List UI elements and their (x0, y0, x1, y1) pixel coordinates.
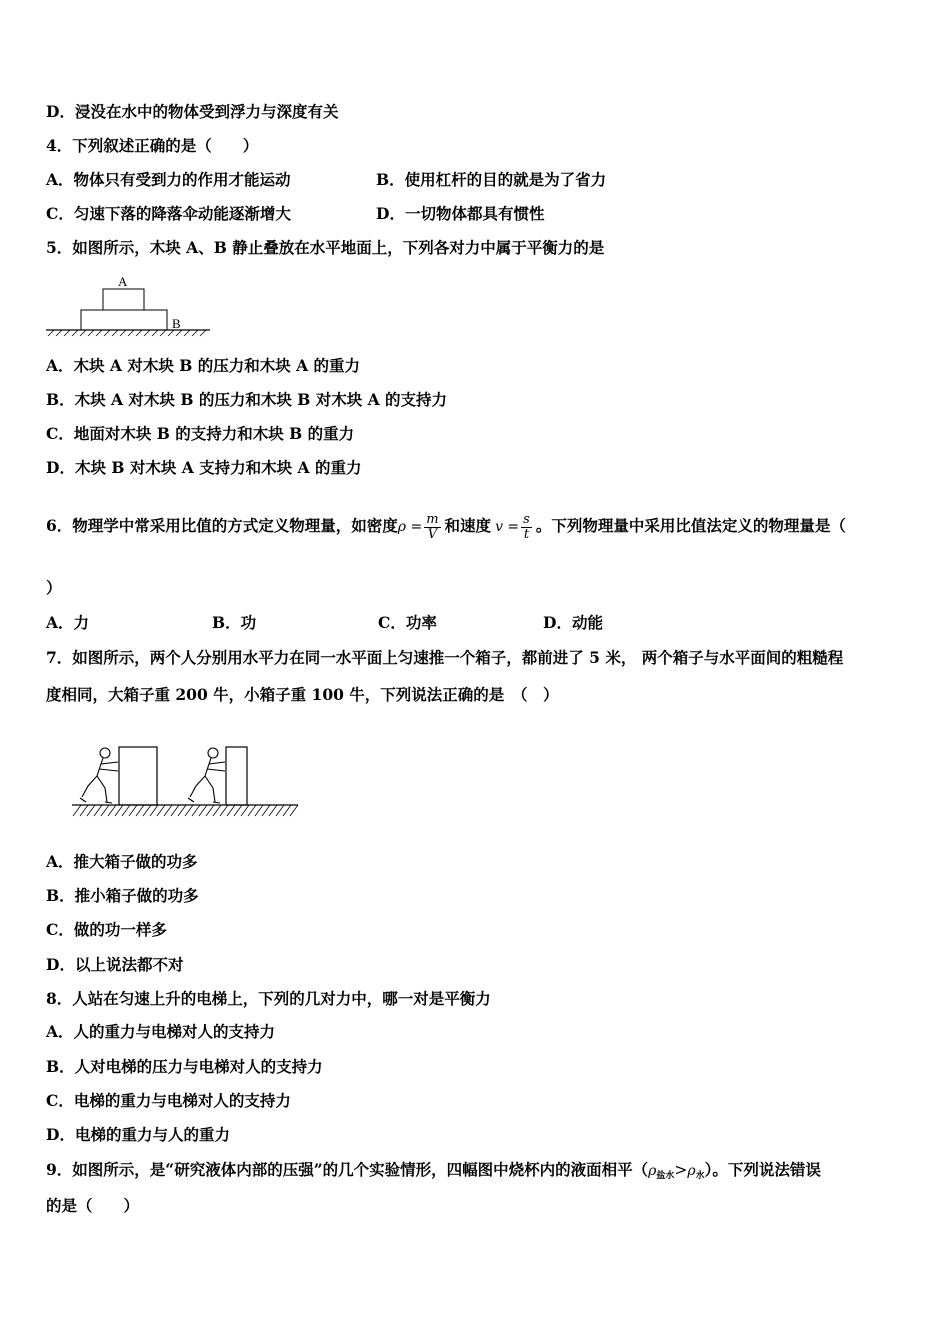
q8-option-d: D．电梯的重力与人的重力 (46, 1125, 230, 1144)
big-box (119, 747, 157, 805)
block-b (81, 310, 167, 330)
q6-option-b: B．功 (212, 613, 257, 632)
q8-stem: 8．人站在匀速上升的电梯上，下列的几对力中，哪一对是平衡力 (46, 989, 491, 1008)
density-formula-lhs: ρ = (397, 519, 423, 535)
label-b: B (172, 316, 181, 331)
block-a (103, 289, 144, 310)
q6-option-c: C．功率 (378, 613, 437, 632)
q4-option-d: D．一切物体都具有惯性 (376, 204, 545, 223)
q7-option-c: C．做的功一样多 (46, 920, 167, 939)
q5-figure-blocks (44, 272, 214, 342)
q6-stem-c: 。下列物理量中采用比值法定义的物理量是（ (535, 516, 846, 535)
q7-option-a: A．推大箱子做的功多 (46, 852, 198, 871)
q8-option-a: A．人的重力与电梯对人的支持力 (46, 1022, 276, 1041)
q6-option-d: D．动能 (543, 613, 603, 632)
person-2 (188, 748, 225, 803)
q9-stem-line1 (46, 1160, 821, 1186)
q3-option-d: D．浸没在水中的物体受到浮力与深度有关 (46, 102, 339, 121)
q5-stem: 5．如图所示，木块 A、B 静止叠放在水平地面上，下列各对力中属于平衡力的是 (46, 238, 605, 257)
q7-option-b: B．推小箱子做的功多 (46, 886, 199, 905)
q9-stem-a: 9．如图所示，是“研究液体内部的压强”的几个实验情形，四幅图中烧杯内的液面相平（ (46, 1160, 649, 1179)
q6-stem-end: ） (46, 578, 62, 597)
q4-option-b: B．使用杠杆的目的就是为了省力 (376, 170, 607, 189)
q6-stem-b: 和速度 (444, 516, 492, 535)
small-box (226, 747, 247, 805)
label-a: A (118, 274, 128, 289)
q8-option-c: C．电梯的重力与电梯对人的支持力 (46, 1091, 291, 1110)
speed-denominator: t (523, 526, 530, 542)
q7-stem-line2: 度相同，大箱子重 200 牛，小箱子重 100 牛，下列说法正确的是 （ ） (46, 685, 559, 704)
person-1 (80, 748, 118, 803)
density-denominator: V (427, 526, 438, 542)
rho-brine-sub: 盐水 (656, 1171, 675, 1181)
q6-option-a: A．力 (46, 613, 90, 632)
q7-stem-line1: 7．如图所示，两个人分别用水平力在同一水平面上匀速推一个箱子，都前进了 5 米， 两个箱子与水平面间的粗糙程 (46, 648, 844, 667)
density-fraction (424, 513, 440, 542)
rho-water: ρ (687, 1163, 696, 1179)
q7-option-d: D．以上说法都不对 (46, 955, 184, 974)
ground-hatching (73, 805, 298, 816)
speed-formula-lhs: v = (495, 519, 520, 535)
q4-stem: 4．下列叙述正确的是（ ） (46, 136, 259, 155)
ground-hatching (48, 330, 206, 336)
q5-option-b: B．木块 A 对木块 B 的压力和木块 B 对木块 A 的支持力 (46, 390, 448, 409)
speed-fraction (521, 513, 532, 542)
q5-option-c: C．地面对木块 B 的支持力和木块 B 的重力 (46, 424, 355, 443)
q5-option-a: A．木块 A 对木块 B 的压力和木块 A 的重力 (46, 356, 361, 375)
rho-brine: ρ (648, 1163, 657, 1179)
q9-stem-b: ）。下列说法错误 (704, 1160, 821, 1179)
q7-figure-pushing-boxes (70, 742, 302, 822)
q8-option-b: B．人对电梯的压力与电梯对人的支持力 (46, 1057, 323, 1076)
q9-stem-line2: 的是（ ） (46, 1196, 140, 1215)
q5-option-d: D．木块 B 对木块 A 支持力和木块 A 的重力 (46, 458, 362, 477)
rho-water-sub: 水 (695, 1171, 705, 1181)
q4-option-a: A．物体只有受到力的作用才能运动 (46, 170, 291, 189)
q6-stem-a: 6．物理学中常采用比值的方式定义物理量，如密度 (46, 516, 398, 535)
gt-sign: > (674, 1161, 688, 1179)
speed-numerator: s (523, 511, 530, 527)
q6-stem (46, 506, 846, 547)
q4-option-c: C．匀速下落的降落伞动能逐渐增大 (46, 204, 291, 223)
density-numerator: m (426, 511, 439, 527)
